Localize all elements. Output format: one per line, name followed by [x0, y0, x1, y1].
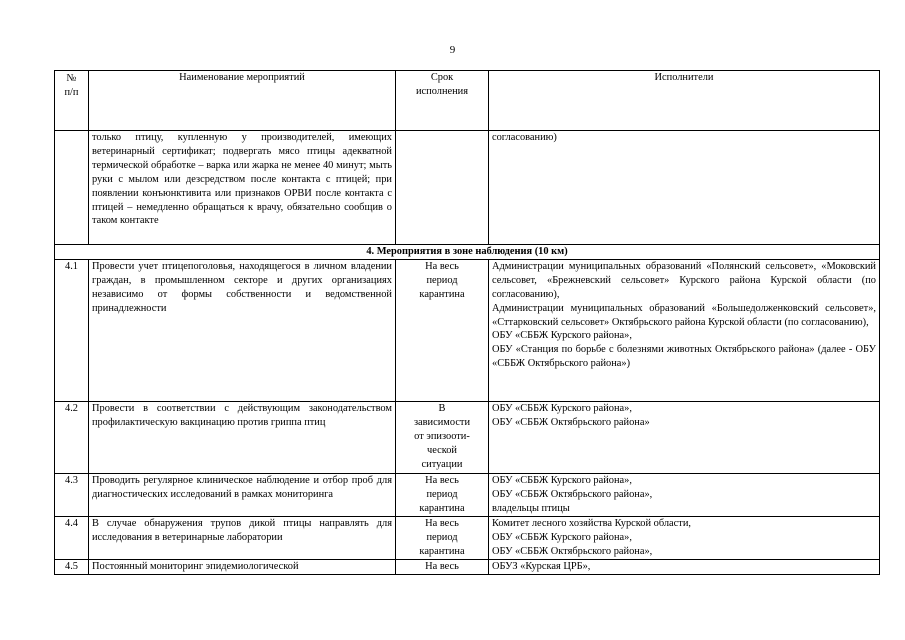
- cell-num: 4.3: [55, 473, 89, 516]
- cell-name: Постоянный мониторинг эпидемиологической: [89, 559, 396, 574]
- table-row: [55, 473, 880, 516]
- header-name: Наименование мероприятий: [89, 71, 396, 131]
- cell-num: [55, 131, 89, 245]
- cell-num: 4.2: [55, 401, 89, 473]
- cell-term: На весь период карантина: [396, 259, 489, 401]
- cell-num: 4.4: [55, 516, 89, 559]
- header-term: Срок исполнения: [396, 71, 489, 131]
- table-row: [55, 559, 880, 574]
- cell-term: На весь: [396, 559, 489, 574]
- measures-table: [54, 70, 880, 575]
- table-row: [55, 401, 880, 473]
- page-number: 9: [449, 44, 456, 56]
- header-executors: Исполнители: [489, 71, 880, 131]
- cell-term: На весь период карантина: [396, 516, 489, 559]
- cell-name: Проводить регулярное клиническое наблюдение и отбор проб для диагностических исследований в рамках мониторинга: [89, 473, 396, 516]
- section-title: 4. Мероприятия в зоне наблюдения (10 км): [55, 245, 880, 260]
- cell-executors: ОБУ «СББЖ Курского района», ОБУ «СББЖ Октябрьского района», владельцы птицы: [489, 473, 880, 516]
- section-heading-row: [55, 245, 880, 260]
- cell-executors: Администрации муниципальных образований «Полянский сельсовет», «Моковский сельсовет, «Брежневский сельсовет» Курского района Курской области (по согласованию), Администрации муниципальных образований «Большедолженковский сельсовет», «Сттарковский сельсовет» Октябрьского района Курской области (по согласованию), ОБУ «СББЖ Курского района», ОБУ «Станция по борьбе с болезнями животных Октябрьского района» (далее - ОБУ «СББЖ Октябрьского района»): [489, 259, 880, 401]
- cell-name: Провести в соответствии с действующим законодательством профилактическую вакцинацию против гриппа птиц: [89, 401, 396, 473]
- header-num: № п/п: [55, 71, 89, 131]
- table-header-row: [55, 71, 880, 131]
- cell-term: На весь период карантина: [396, 473, 489, 516]
- table-row: [55, 259, 880, 401]
- table-row: [55, 516, 880, 559]
- cell-term: В зависимости от эпизооти- ческой ситуации: [396, 401, 489, 473]
- table-row-continuation: [55, 131, 880, 245]
- cell-name: Провести учет птицепоголовья, находящегося в личном владении граждан, в промышленном секторе и других организациях независимо от формы собственности и ведомственной принадлежности: [89, 259, 396, 401]
- cell-executors: Комитет лесного хозяйства Курской области, ОБУ «СББЖ Курского района», ОБУ «СББЖ Октябрьского района»,: [489, 516, 880, 559]
- cell-executors: ОБУ «СББЖ Курского района», ОБУ «СББЖ Октябрьского района»: [489, 401, 880, 473]
- cell-name: только птицу, купленную у производителей, имеющих ветеринарный сертификат; подвергать мясо птицы адекватной термической обработке – варка или жарка не менее 40 минут; мыть руки с мылом или дезсредством после контакта с птицей; при появлении конъюнктивита или признаков ОРВИ после контакта с птицей – немедленно обращаться к врачу, обязательно сообщив о таком контакте: [89, 131, 396, 245]
- cell-executors: ОБУЗ «Курская ЦРБ»,: [489, 559, 880, 574]
- cell-num: 4.1: [55, 259, 89, 401]
- cell-num: 4.5: [55, 559, 89, 574]
- cell-term: [396, 131, 489, 245]
- cell-name: В случае обнаружения трупов дикой птицы направлять для исследования в ветеринарные лаборатории: [89, 516, 396, 559]
- cell-executors: согласованию): [489, 131, 880, 245]
